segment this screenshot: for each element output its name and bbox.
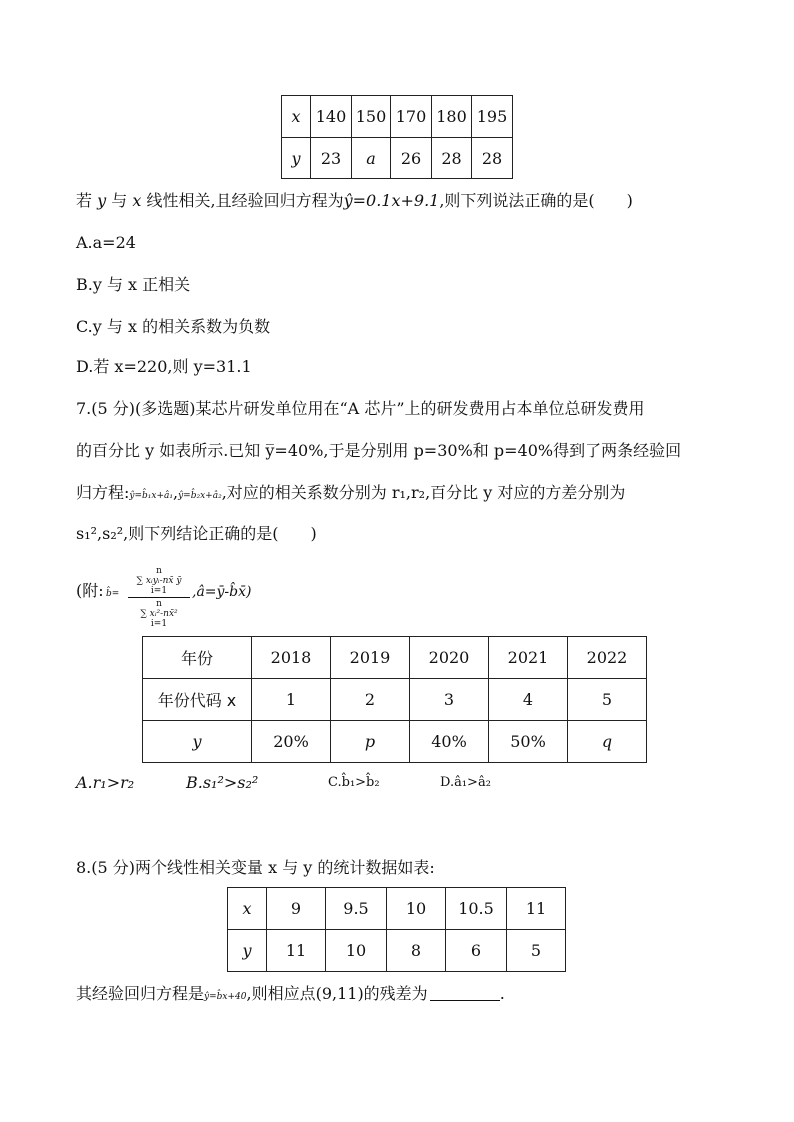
table-cell: q [568, 721, 647, 763]
formula-tail: ,â=ȳ-b̂x̄) [192, 584, 252, 600]
table-cell: 10 [387, 888, 446, 930]
table-cell: 9 [267, 888, 326, 930]
q7-option-d: D.â₁>â₂ [440, 775, 491, 790]
table-cell: 2022 [568, 637, 647, 679]
q7-option-c: C.b̂₁>b̂₂ [328, 775, 380, 790]
data-table-2 [142, 636, 647, 763]
table-cell: 2 [331, 679, 410, 721]
q7-line-1: 7.(5 分)(多选题)某芯片研发单位用在“A 芯片”上的研发费用占本单位总研发费用 [76, 399, 645, 418]
table-cell: 140 [311, 96, 352, 138]
q8-stem: 8.(5 分)两个线性相关变量 x 与 y 的统计数据如表: [76, 858, 435, 877]
table-cell: 50% [489, 721, 568, 763]
table-cell: 2021 [489, 637, 568, 679]
q7-equation-2: ŷ=b̂₂x+â₂ [178, 491, 222, 501]
table-cell: 9.5 [326, 888, 387, 930]
table-cell: 28 [432, 138, 472, 179]
table-cell: 170 [391, 96, 432, 138]
table-cell: 2019 [331, 637, 410, 679]
table-cell: y [282, 138, 311, 179]
table-cell: 2018 [252, 637, 331, 679]
table-cell: 5 [507, 930, 566, 972]
q8-tail: 其经验回归方程是ŷ=b̂x+40,则相应点(9,11)的残差为 . [76, 984, 505, 1003]
q6-stem: 若 y 与 x 线性相关,且经验回归方程为ŷ=0.1x+9.1,则下列说法正确的是( ) [76, 191, 633, 210]
answer-blank[interactable] [430, 984, 500, 1001]
formula-fraction: n ∑ xᵢyᵢ-nx̄ ȳ i=1 n ∑ xᵢ²-nx̄² i=1 [128, 566, 190, 629]
q7-appendix: (附: [76, 581, 104, 600]
formula-b-hat: b̂= [106, 589, 120, 599]
data-table-1 [281, 95, 513, 179]
table-cell: x [228, 888, 267, 930]
table-cell: 6 [446, 930, 507, 972]
table-cell: 20% [252, 721, 331, 763]
table-cell: 11 [507, 888, 566, 930]
table-cell: y [228, 930, 267, 972]
table-cell: 3 [410, 679, 489, 721]
table-cell: 4 [489, 679, 568, 721]
table-cell: 23 [311, 138, 352, 179]
table-cell: p [331, 721, 410, 763]
table-cell: 10 [326, 930, 387, 972]
table-cell: 150 [352, 96, 391, 138]
table-cell: 195 [472, 96, 513, 138]
q7-line-4: s₁²,s₂²,则下列结论正确的是( ) [76, 524, 317, 543]
table-cell: x [282, 96, 311, 138]
table-cell: 年份代码 x [143, 679, 252, 721]
table-cell: 26 [391, 138, 432, 179]
q7-option-b: B.s₁²>s₂² [186, 773, 259, 792]
q8-equation: ŷ=b̂x+40 [204, 992, 247, 1002]
q6-option-a: A.a=24 [76, 233, 136, 252]
table-cell: 5 [568, 679, 647, 721]
table-cell: 40% [410, 721, 489, 763]
q6-option-c: C.y 与 x 的相关系数为负数 [76, 317, 271, 336]
table-cell: a [352, 138, 391, 179]
table-cell: 28 [472, 138, 513, 179]
q7-option-a: A.r₁>r₂ [76, 773, 135, 792]
table-cell: 180 [432, 96, 472, 138]
table-cell: 1 [252, 679, 331, 721]
q7-equation-1: ŷ=b̂₁x+â₁ [129, 491, 173, 501]
table-cell: y [143, 721, 252, 763]
q6-option-b: B.y 与 x 正相关 [76, 275, 191, 294]
table-cell: 8 [387, 930, 446, 972]
q6-equation: ŷ=0.1x+9.1 [343, 191, 440, 210]
q7-line-2: 的百分比 y 如表所示.已知 y̅=40%,于是分别用 p=30%和 p=40%得到了两条经验回 [76, 441, 682, 460]
table-cell: 2020 [410, 637, 489, 679]
q7-line-3: 归方程:ŷ=b̂₁x+â₁,ŷ=b̂₂x+â₂,对应的相关系数分别为 r₁,r₂,百分比 y 对应的方差分别为 [76, 483, 626, 502]
table-cell: 10.5 [446, 888, 507, 930]
data-table-3 [227, 887, 566, 972]
table-cell: 11 [267, 930, 326, 972]
table-cell: 年份 [143, 637, 252, 679]
q6-option-d: D.若 x=220,则 y=31.1 [76, 357, 252, 376]
